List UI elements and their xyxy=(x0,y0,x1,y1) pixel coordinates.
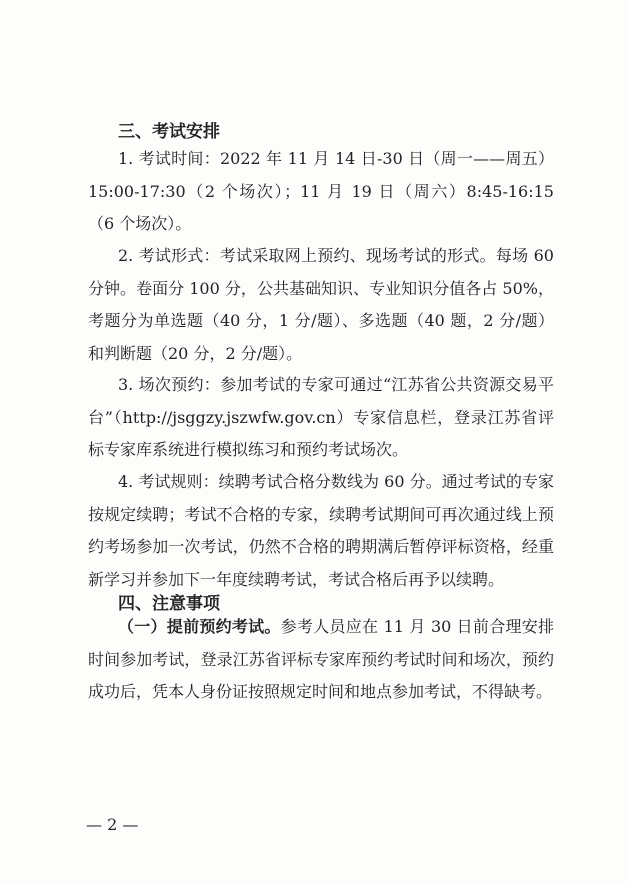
paragraph-exam-rules: 4. 考试规则：续聘考试合格分数线为 60 分。通过考试的专家按规定续聘；考试不合格的专家，续聘考试期间可再次通过线上预约考场参加一次考试，仍然不合格的聘期满后暂停评标资格，经重新学习并参加下一年度续聘考试，考试合格后再予以续聘。 xyxy=(88,472,554,589)
section-heading-notes: 四、注意事项 xyxy=(118,594,220,614)
paragraph-body-text: 参考人员应在 11 月 30 日前合理安排时间参加考试，登录江苏省评标专家库预约考试时间和场次，预约成功后，凭本人身份证按照规定时间和地点参加考试，不得缺考。 xyxy=(88,617,554,701)
paragraph-book-in-advance xyxy=(88,611,554,709)
paragraph-exam-time: 1. 考试时间：2022 年 11 月 14 日-30 日（周一——周五）15:00-17:30（2 个场次）；11 月 19 日（周六）8:45-16:15（6 个场次）。 xyxy=(88,149,554,233)
section-heading-exam-arrangement: 三、考试安排 xyxy=(118,122,220,142)
page-number: — 2 — xyxy=(86,815,139,834)
paragraph-session-booking: 3. 场次预约：参加考试的专家可通过“江苏省公共资源交易平台”（http://jsggzy.jszwfw.gov.cn）专家信息栏，登录江苏省评标专家库系统进行模拟练习和预约考试场次。 xyxy=(88,375,554,459)
paragraph-lead-title: （一）提前预约考试。 xyxy=(118,617,281,636)
paragraph-exam-format: 2. 考试形式：考试采取网上预约、现场考试的形式。每场 60 分钟。卷面分 100 分，公共基础知识、专业知识分值各占 50%，考题分为单选题（40 分，1 分/题）、多选题（40 题，2 分/题）和判断题（20 分，2 分/题）。 xyxy=(88,246,554,363)
